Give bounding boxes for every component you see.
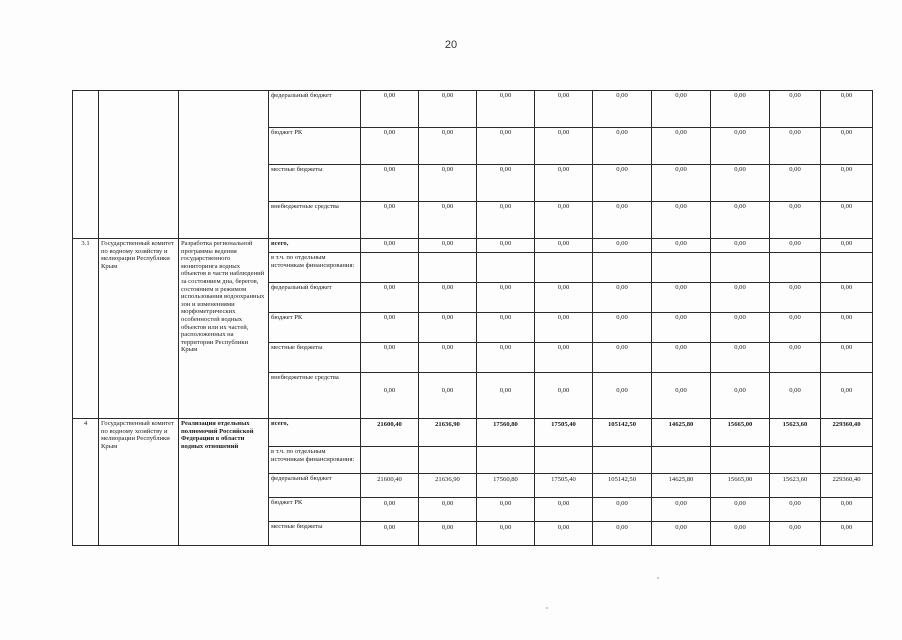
source-cell: внебюджетные средства (269, 373, 361, 419)
value-cell: 0,00 (593, 313, 652, 343)
value-cell: 0,00 (535, 373, 593, 419)
value-cell: 0,00 (652, 91, 711, 128)
value-cell: 0,00 (770, 128, 821, 165)
value-cell: 0,00 (711, 343, 770, 373)
executor-cell: Государственный комитет по водному хозяйству и мелиорации Республики Крым (99, 419, 179, 546)
value-cell (361, 253, 419, 283)
value-cell: 0,00 (535, 343, 593, 373)
event-cell (179, 91, 269, 239)
value-cell: 0,00 (361, 522, 419, 546)
value-cell (770, 253, 821, 283)
value-cell: 21600,40 (361, 474, 419, 498)
value-cell: 0,00 (361, 239, 419, 253)
value-cell: 0,00 (419, 313, 477, 343)
value-cell (821, 253, 873, 283)
value-cell (477, 253, 535, 283)
value-cell: 105142,50 (593, 474, 652, 498)
value-cell: 0,00 (770, 239, 821, 253)
value-cell: 0,00 (652, 128, 711, 165)
value-cell: 0,00 (593, 283, 652, 313)
value-cell: 17560,80 (477, 474, 535, 498)
value-cell: 0,00 (477, 128, 535, 165)
value-cell: 0,00 (361, 91, 419, 128)
value-cell (652, 253, 711, 283)
executor-cell (99, 91, 179, 239)
value-cell: 105142,50 (593, 419, 652, 447)
source-cell: внебюджетные средства (269, 202, 361, 239)
value-cell: 0,00 (593, 128, 652, 165)
value-cell: 0,00 (593, 343, 652, 373)
value-cell: 0,00 (770, 373, 821, 419)
value-cell: 0,00 (419, 165, 477, 202)
value-cell: 0,00 (652, 313, 711, 343)
value-cell: 0,00 (477, 165, 535, 202)
value-cell: 0,00 (477, 373, 535, 419)
event-cell: Реализация отдельных полномочий Российской Федерации в области водных отношений (179, 419, 269, 546)
value-cell: 0,00 (535, 91, 593, 128)
value-cell: 0,00 (711, 522, 770, 546)
value-cell: 0,00 (770, 283, 821, 313)
value-cell (652, 447, 711, 474)
source-cell: местные бюджеты (269, 522, 361, 546)
value-cell: 0,00 (477, 498, 535, 522)
value-cell: 0,00 (361, 313, 419, 343)
source-cell: местные бюджеты (269, 165, 361, 202)
executor-cell: Государственный комитет по водному хозяйству и мелиорации Республики Крым (99, 239, 179, 419)
value-cell (593, 447, 652, 474)
value-cell: 0,00 (652, 343, 711, 373)
value-cell: 0,00 (652, 283, 711, 313)
value-cell (477, 447, 535, 474)
source-cell: всего, (269, 419, 361, 447)
value-cell: 0,00 (711, 128, 770, 165)
value-cell: 0,00 (593, 522, 652, 546)
value-cell: 0,00 (361, 165, 419, 202)
value-cell: 0,00 (477, 239, 535, 253)
value-cell: 0,00 (535, 283, 593, 313)
value-cell: 0,00 (821, 283, 873, 313)
value-cell: 17560,80 (477, 419, 535, 447)
col-number-cell (73, 91, 99, 239)
value-cell: 0,00 (593, 202, 652, 239)
value-cell (535, 253, 593, 283)
value-cell: 21600,40 (361, 419, 419, 447)
source-cell: федеральный бюджет (269, 474, 361, 498)
source-cell: местные бюджеты (269, 343, 361, 373)
value-cell: 0,00 (419, 498, 477, 522)
source-cell: федеральный бюджет (269, 91, 361, 128)
source-cell: бюджет РК (269, 498, 361, 522)
source-cell: федеральный бюджет (269, 283, 361, 313)
value-cell: 0,00 (770, 91, 821, 128)
page-number: 20 (444, 39, 458, 51)
value-cell: 0,00 (593, 373, 652, 419)
value-cell: 0,00 (477, 313, 535, 343)
value-cell: 15623,60 (770, 419, 821, 447)
value-cell: 0,00 (711, 91, 770, 128)
value-cell: 0,00 (821, 202, 873, 239)
value-cell: 15623,60 (770, 474, 821, 498)
value-cell: 15665,00 (711, 474, 770, 498)
value-cell: 0,00 (477, 91, 535, 128)
value-cell: 0,00 (711, 498, 770, 522)
value-cell: 0,00 (593, 91, 652, 128)
scan-speck (657, 577, 659, 579)
value-cell: 0,00 (711, 283, 770, 313)
value-cell: 0,00 (419, 128, 477, 165)
value-cell: 0,00 (770, 202, 821, 239)
value-cell: 0,00 (821, 239, 873, 253)
value-cell: 0,00 (593, 498, 652, 522)
col-number-cell: 4 (73, 419, 99, 546)
value-cell: 0,00 (535, 165, 593, 202)
value-cell: 0,00 (419, 91, 477, 128)
value-cell: 0,00 (652, 202, 711, 239)
value-cell: 0,00 (770, 498, 821, 522)
scan-speck (546, 607, 548, 609)
value-cell: 0,00 (419, 283, 477, 313)
value-cell: 0,00 (652, 373, 711, 419)
value-cell: 17505,40 (535, 474, 593, 498)
source-cell: всего, (269, 239, 361, 253)
value-cell: 0,00 (711, 313, 770, 343)
value-cell: 0,00 (821, 128, 873, 165)
value-cell (593, 253, 652, 283)
value-cell: 21636,90 (419, 419, 477, 447)
value-cell: 0,00 (419, 239, 477, 253)
value-cell: 0,00 (477, 522, 535, 546)
event-cell: Разработка региональной программы ведения государственного мониторинга водных объектов в части наблюдений за состоянием дна, берегов, состоянием и режимом использования водоохранных зон и изменениями морфометрических особенностей водных объектов или их частей, расположенных на территории Республики Крым (179, 239, 269, 419)
value-cell: 0,00 (535, 313, 593, 343)
value-cell: 0,00 (711, 165, 770, 202)
financing-table (72, 90, 873, 546)
value-cell: 0,00 (535, 522, 593, 546)
value-cell: 0,00 (361, 283, 419, 313)
value-cell (419, 447, 477, 474)
value-cell: 0,00 (477, 283, 535, 313)
value-cell: 0,00 (419, 373, 477, 419)
value-cell: 0,00 (361, 128, 419, 165)
value-cell: 0,00 (652, 522, 711, 546)
source-cell: в т.ч. по отдельным источникам финансирования: (269, 447, 361, 474)
table-row (73, 91, 873, 128)
value-cell (770, 447, 821, 474)
value-cell: 0,00 (419, 343, 477, 373)
col-number-cell: 3.1 (73, 239, 99, 419)
value-cell (419, 253, 477, 283)
table-row (73, 419, 873, 447)
value-cell: 0,00 (821, 373, 873, 419)
value-cell (821, 447, 873, 474)
source-cell: бюджет РК (269, 313, 361, 343)
value-cell: 0,00 (361, 202, 419, 239)
value-cell: 21636,90 (419, 474, 477, 498)
table-row (73, 239, 873, 253)
value-cell: 0,00 (361, 373, 419, 419)
source-cell: в т.ч. по отдельным источникам финансирования: (269, 253, 361, 283)
value-cell: 0,00 (477, 202, 535, 239)
value-cell: 0,00 (770, 522, 821, 546)
value-cell: 0,00 (821, 498, 873, 522)
value-cell: 0,00 (593, 165, 652, 202)
value-cell (361, 447, 419, 474)
value-cell: 0,00 (535, 128, 593, 165)
value-cell: 229360,40 (821, 419, 873, 447)
value-cell: 0,00 (535, 202, 593, 239)
value-cell: 0,00 (419, 202, 477, 239)
value-cell: 0,00 (361, 498, 419, 522)
value-cell (711, 447, 770, 474)
source-cell: бюджет РК (269, 128, 361, 165)
value-cell: 0,00 (821, 91, 873, 128)
value-cell (711, 253, 770, 283)
value-cell: 0,00 (821, 522, 873, 546)
value-cell: 0,00 (361, 343, 419, 373)
value-cell: 0,00 (593, 239, 652, 253)
value-cell: 0,00 (821, 343, 873, 373)
value-cell: 0,00 (477, 343, 535, 373)
value-cell: 0,00 (652, 239, 711, 253)
value-cell: 14625,80 (652, 419, 711, 447)
value-cell: 0,00 (821, 165, 873, 202)
value-cell: 0,00 (535, 239, 593, 253)
value-cell: 0,00 (652, 165, 711, 202)
value-cell: 0,00 (711, 373, 770, 419)
value-cell: 0,00 (652, 498, 711, 522)
value-cell: 0,00 (770, 165, 821, 202)
value-cell: 0,00 (711, 239, 770, 253)
value-cell: 0,00 (535, 498, 593, 522)
value-cell: 0,00 (419, 522, 477, 546)
value-cell: 14625,80 (652, 474, 711, 498)
value-cell: 0,00 (770, 313, 821, 343)
value-cell: 0,00 (821, 313, 873, 343)
value-cell (535, 447, 593, 474)
value-cell: 0,00 (770, 343, 821, 373)
value-cell: 17505,40 (535, 419, 593, 447)
value-cell: 15665,00 (711, 419, 770, 447)
value-cell: 0,00 (711, 202, 770, 239)
value-cell: 229360,40 (821, 474, 873, 498)
